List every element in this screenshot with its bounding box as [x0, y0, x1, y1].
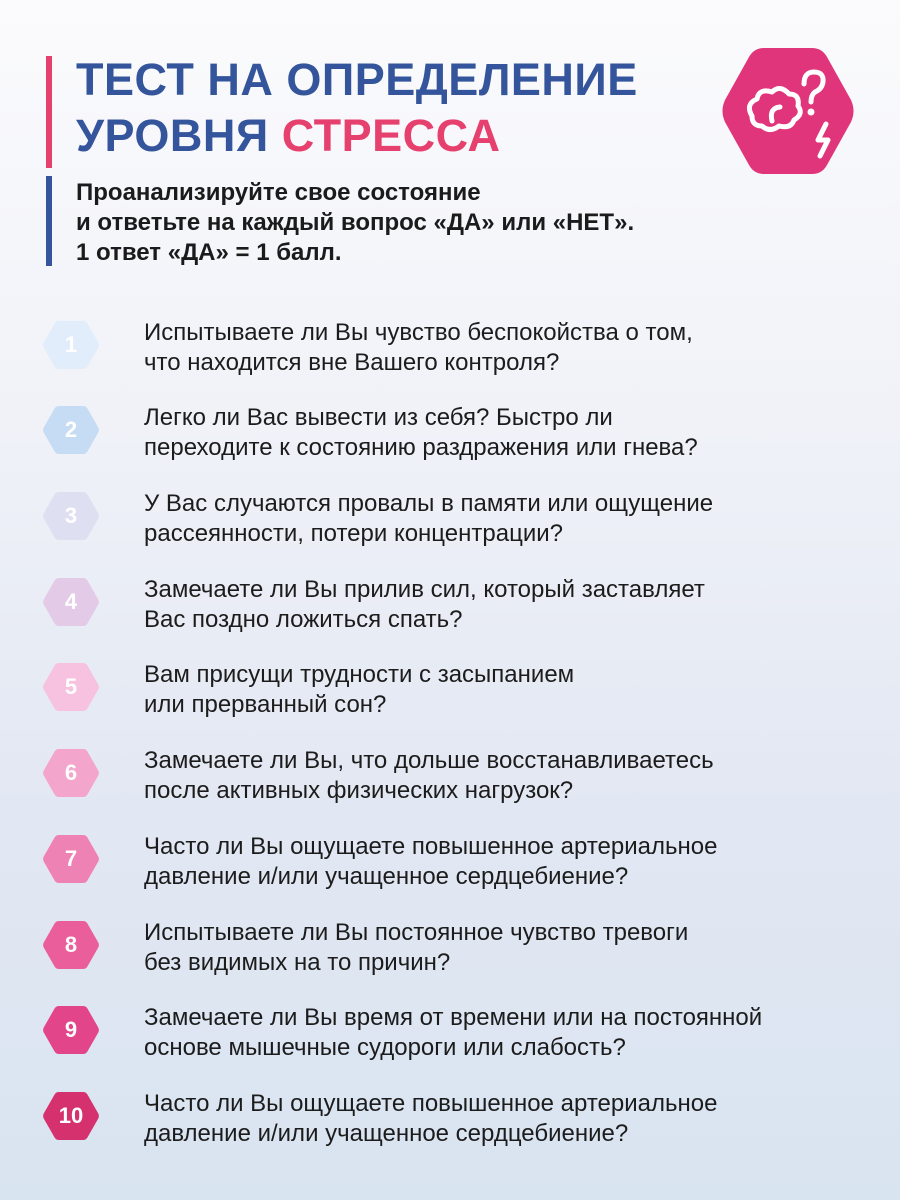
- question-text: [144, 832, 717, 892]
- title-accent-word: СТРЕССА: [281, 110, 501, 161]
- question-line-1: Испытываете ли Вы постоянное чувство тревоги: [144, 919, 689, 946]
- question-line-2: давление и/или учащенное сердцебиение?: [144, 863, 629, 890]
- question-text: [144, 489, 713, 549]
- question-line-1: У Вас случаются провалы в памяти или ощущение: [144, 490, 714, 517]
- title-accent-bar: [46, 56, 52, 168]
- question-number-badge: [42, 1091, 100, 1141]
- question-number: 4: [64, 589, 78, 614]
- question-line-1: Вам присущи трудности с засыпанием: [144, 661, 575, 688]
- question-text: [144, 575, 705, 635]
- question-number: 5: [64, 674, 78, 699]
- title-line-2: УРОВНЯ: [76, 110, 282, 161]
- question-number-badge: [42, 920, 100, 970]
- question-line-2: без видимых на то причин?: [144, 949, 451, 976]
- question-line-1: Замечаете ли Вы, что дольше восстанавливаетесь: [144, 747, 714, 774]
- question-line-1: Часто ли Вы ощущаете повышенное артериальное: [144, 1090, 718, 1117]
- question-line-2: что находится вне Вашего контроля?: [144, 349, 560, 376]
- instructions: [76, 178, 634, 268]
- question-text: [144, 746, 714, 806]
- question-line-2: основе мышечные судороги или слабость?: [144, 1034, 626, 1061]
- question-number-badge: [42, 491, 100, 541]
- question-line-1: Испытываете ли Вы чувство беспокойства о том,: [144, 319, 693, 346]
- question-text: [144, 660, 574, 720]
- question-number: 7: [64, 846, 78, 871]
- question-item: [0, 746, 900, 810]
- question-item: [0, 489, 900, 553]
- question-number-badge: [42, 577, 100, 627]
- question-text: [144, 918, 688, 978]
- question-line-2: давление и/или учащенное сердцебиение?: [144, 1120, 629, 1147]
- question-number: 6: [64, 760, 78, 785]
- question-number: 8: [64, 932, 78, 957]
- question-item: [0, 1089, 900, 1153]
- page-title: [76, 52, 638, 164]
- question-number-badge: [42, 1005, 100, 1055]
- question-line-1: Легко ли Вас вывести из себя? Быстро ли: [144, 404, 613, 431]
- instructions-line-1: Проанализируйте свое состояние: [76, 179, 481, 206]
- question-item: [0, 918, 900, 982]
- question-number-badge: [42, 405, 100, 455]
- question-item: [0, 660, 900, 724]
- question-number: 10: [58, 1103, 84, 1128]
- question-line-1: Замечаете ли Вы прилив сил, который заставляет: [144, 576, 705, 603]
- instructions-line-3: 1 ответ «ДА» = 1 балл.: [76, 239, 342, 266]
- instructions-line-2: и ответьте на каждый вопрос «ДА» или «НЕТ».: [76, 209, 635, 236]
- question-line-1: Часто ли Вы ощущаете повышенное артериальное: [144, 833, 718, 860]
- question-item: [0, 832, 900, 896]
- question-text: [144, 318, 693, 378]
- question-number-badge: [42, 662, 100, 712]
- question-number-badge: [42, 834, 100, 884]
- question-line-2: переходите к состоянию раздражения или гнева?: [144, 434, 698, 461]
- stress-cloud-question-lightning-icon: [712, 44, 864, 178]
- question-number-badge: [42, 320, 100, 370]
- question-text: [144, 1003, 762, 1063]
- question-item: [0, 1003, 900, 1067]
- question-number: 9: [64, 1017, 78, 1042]
- question-text: [144, 1089, 717, 1149]
- question-line-2: после активных физических нагрузок?: [144, 777, 574, 804]
- question-line-2: Вас поздно ложиться спать?: [144, 606, 463, 633]
- question-number: 3: [64, 503, 78, 528]
- question-item: [0, 575, 900, 639]
- question-line-1: Замечаете ли Вы время от времени или на постоянной: [144, 1004, 763, 1031]
- stress-badge: [712, 44, 864, 178]
- question-line-2: или прерванный сон?: [144, 691, 387, 718]
- subtitle-accent-bar: [46, 176, 52, 266]
- title-line-1: ТЕСТ НА ОПРЕДЕЛЕНИЕ: [76, 54, 638, 105]
- question-line-2: рассеянности, потери концентрации?: [144, 520, 563, 547]
- question-item: [0, 318, 900, 382]
- question-number: 1: [64, 332, 78, 357]
- question-text: [144, 403, 698, 463]
- question-number: 2: [64, 417, 78, 442]
- question-number-badge: [42, 748, 100, 798]
- question-item: [0, 403, 900, 467]
